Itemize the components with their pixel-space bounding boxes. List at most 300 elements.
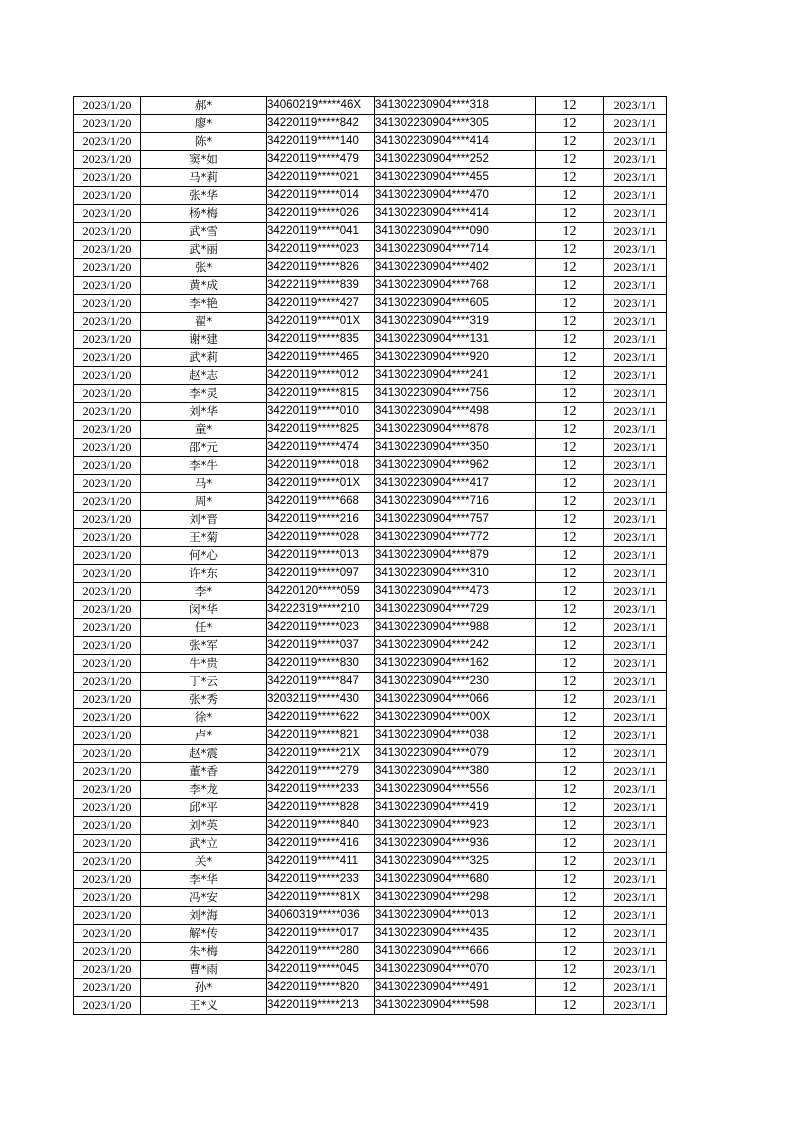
- count-cell: 12: [536, 133, 604, 151]
- account-number-cell: 341302230904****716: [375, 493, 536, 511]
- name-cell: 马*: [141, 475, 267, 493]
- id-number-cell: 34220119*****842: [267, 115, 375, 133]
- id-number-cell: 34220120*****059: [267, 583, 375, 601]
- name-cell: 赵*震: [141, 745, 267, 763]
- name-cell: 张*军: [141, 637, 267, 655]
- account-number-cell: 341302230904****988: [375, 619, 536, 637]
- name-cell: 李*灵: [141, 385, 267, 403]
- id-number-cell: 34220119*****023: [267, 619, 375, 637]
- table-row: [74, 277, 667, 295]
- table-row: [74, 547, 667, 565]
- table-row: [74, 871, 667, 889]
- issue-date-cell: 2023/1/20: [74, 205, 141, 223]
- start-date-cell: 2023/1/1: [604, 97, 667, 115]
- table-row: [74, 115, 667, 133]
- account-number-cell: 341302230904****414: [375, 133, 536, 151]
- start-date-cell: 2023/1/1: [604, 763, 667, 781]
- start-date-cell: 2023/1/1: [604, 367, 667, 385]
- table-row: [74, 817, 667, 835]
- account-number-cell: 341302230904****417: [375, 475, 536, 493]
- issue-date-cell: 2023/1/20: [74, 817, 141, 835]
- start-date-cell: 2023/1/1: [604, 853, 667, 871]
- count-cell: 12: [536, 169, 604, 187]
- start-date-cell: 2023/1/1: [604, 385, 667, 403]
- start-date-cell: 2023/1/1: [604, 637, 667, 655]
- table-row: [74, 367, 667, 385]
- account-number-cell: 341302230904****435: [375, 925, 536, 943]
- start-date-cell: 2023/1/1: [604, 151, 667, 169]
- name-cell: 郝*: [141, 97, 267, 115]
- table-row: [74, 655, 667, 673]
- id-number-cell: 34220119*****140: [267, 133, 375, 151]
- name-cell: 张*华: [141, 187, 267, 205]
- id-number-cell: 34220119*****023: [267, 241, 375, 259]
- name-cell: 廖*: [141, 115, 267, 133]
- start-date-cell: 2023/1/1: [604, 925, 667, 943]
- table-row: [74, 511, 667, 529]
- name-cell: 武*雪: [141, 223, 267, 241]
- id-number-cell: 34222119*****839: [267, 277, 375, 295]
- count-cell: 12: [536, 529, 604, 547]
- start-date-cell: 2023/1/1: [604, 997, 667, 1015]
- count-cell: 12: [536, 457, 604, 475]
- issue-date-cell: 2023/1/20: [74, 529, 141, 547]
- table-row: [74, 169, 667, 187]
- id-number-cell: 34220119*****01X: [267, 313, 375, 331]
- table-row: [74, 727, 667, 745]
- id-number-cell: 34220119*****411: [267, 853, 375, 871]
- id-number-cell: 34220119*****622: [267, 709, 375, 727]
- table-row: [74, 889, 667, 907]
- start-date-cell: 2023/1/1: [604, 673, 667, 691]
- table-row: [74, 979, 667, 997]
- id-number-cell: 34060319*****036: [267, 907, 375, 925]
- count-cell: 12: [536, 817, 604, 835]
- account-number-cell: 341302230904****923: [375, 817, 536, 835]
- id-number-cell: 34220119*****097: [267, 565, 375, 583]
- start-date-cell: 2023/1/1: [604, 421, 667, 439]
- account-number-cell: 341302230904****936: [375, 835, 536, 853]
- id-number-cell: 34220119*****825: [267, 421, 375, 439]
- name-cell: 李*牛: [141, 457, 267, 475]
- start-date-cell: 2023/1/1: [604, 547, 667, 565]
- count-cell: 12: [536, 637, 604, 655]
- account-number-cell: 341302230904****455: [375, 169, 536, 187]
- account-number-cell: 341302230904****402: [375, 259, 536, 277]
- account-number-cell: 341302230904****070: [375, 961, 536, 979]
- issue-date-cell: 2023/1/20: [74, 403, 141, 421]
- table-row: [74, 475, 667, 493]
- issue-date-cell: 2023/1/20: [74, 439, 141, 457]
- start-date-cell: 2023/1/1: [604, 817, 667, 835]
- issue-date-cell: 2023/1/20: [74, 385, 141, 403]
- table-row: [74, 691, 667, 709]
- table-row: [74, 799, 667, 817]
- name-cell: 武*立: [141, 835, 267, 853]
- count-cell: 12: [536, 781, 604, 799]
- account-number-cell: 341302230904****666: [375, 943, 536, 961]
- count-cell: 12: [536, 925, 604, 943]
- count-cell: 12: [536, 727, 604, 745]
- issue-date-cell: 2023/1/20: [74, 925, 141, 943]
- name-cell: 闵*华: [141, 601, 267, 619]
- name-cell: 李*华: [141, 871, 267, 889]
- account-number-cell: 341302230904****00X: [375, 709, 536, 727]
- start-date-cell: 2023/1/1: [604, 907, 667, 925]
- count-cell: 12: [536, 115, 604, 133]
- issue-date-cell: 2023/1/20: [74, 709, 141, 727]
- start-date-cell: 2023/1/1: [604, 439, 667, 457]
- count-cell: 12: [536, 349, 604, 367]
- issue-date-cell: 2023/1/20: [74, 565, 141, 583]
- table-row: [74, 961, 667, 979]
- table-row: [74, 385, 667, 403]
- count-cell: 12: [536, 871, 604, 889]
- table-row: [74, 205, 667, 223]
- table-row: [74, 637, 667, 655]
- start-date-cell: 2023/1/1: [604, 115, 667, 133]
- table-row: [74, 439, 667, 457]
- issue-date-cell: 2023/1/20: [74, 277, 141, 295]
- table-row: [74, 349, 667, 367]
- name-cell: 徐*: [141, 709, 267, 727]
- issue-date-cell: 2023/1/20: [74, 241, 141, 259]
- name-cell: 刘*英: [141, 817, 267, 835]
- id-number-cell: 34220119*****01X: [267, 475, 375, 493]
- name-cell: 冯*安: [141, 889, 267, 907]
- issue-date-cell: 2023/1/20: [74, 871, 141, 889]
- start-date-cell: 2023/1/1: [604, 349, 667, 367]
- issue-date-cell: 2023/1/20: [74, 331, 141, 349]
- issue-date-cell: 2023/1/20: [74, 799, 141, 817]
- name-cell: 马*莉: [141, 169, 267, 187]
- id-number-cell: 34220119*****427: [267, 295, 375, 313]
- issue-date-cell: 2023/1/20: [74, 547, 141, 565]
- id-number-cell: 34220119*****010: [267, 403, 375, 421]
- account-number-cell: 341302230904****556: [375, 781, 536, 799]
- account-number-cell: 341302230904****242: [375, 637, 536, 655]
- account-number-cell: 341302230904****090: [375, 223, 536, 241]
- count-cell: 12: [536, 475, 604, 493]
- id-number-cell: 34220119*****21X: [267, 745, 375, 763]
- count-cell: 12: [536, 799, 604, 817]
- account-number-cell: 341302230904****066: [375, 691, 536, 709]
- count-cell: 12: [536, 583, 604, 601]
- id-number-cell: 34220119*****045: [267, 961, 375, 979]
- name-cell: 何*心: [141, 547, 267, 565]
- issue-date-cell: 2023/1/20: [74, 583, 141, 601]
- table-row: [74, 295, 667, 313]
- account-number-cell: 341302230904****419: [375, 799, 536, 817]
- start-date-cell: 2023/1/1: [604, 889, 667, 907]
- name-cell: 翟*: [141, 313, 267, 331]
- id-number-cell: 34220119*****826: [267, 259, 375, 277]
- issue-date-cell: 2023/1/20: [74, 511, 141, 529]
- count-cell: 12: [536, 961, 604, 979]
- count-cell: 12: [536, 241, 604, 259]
- issue-date-cell: 2023/1/20: [74, 115, 141, 133]
- start-date-cell: 2023/1/1: [604, 979, 667, 997]
- account-number-cell: 341302230904****470: [375, 187, 536, 205]
- account-number-cell: 341302230904****252: [375, 151, 536, 169]
- name-cell: 武*莉: [141, 349, 267, 367]
- account-number-cell: 341302230904****241: [375, 367, 536, 385]
- account-number-cell: 341302230904****380: [375, 763, 536, 781]
- count-cell: 12: [536, 493, 604, 511]
- count-cell: 12: [536, 367, 604, 385]
- table-row: [74, 997, 667, 1015]
- issue-date-cell: 2023/1/20: [74, 295, 141, 313]
- account-number-cell: 341302230904****768: [375, 277, 536, 295]
- name-cell: 董*香: [141, 763, 267, 781]
- account-number-cell: 341302230904****772: [375, 529, 536, 547]
- table-row: [74, 745, 667, 763]
- table-row: [74, 133, 667, 151]
- start-date-cell: 2023/1/1: [604, 601, 667, 619]
- start-date-cell: 2023/1/1: [604, 961, 667, 979]
- start-date-cell: 2023/1/1: [604, 403, 667, 421]
- count-cell: 12: [536, 853, 604, 871]
- start-date-cell: 2023/1/1: [604, 691, 667, 709]
- name-cell: 李*龙: [141, 781, 267, 799]
- start-date-cell: 2023/1/1: [604, 511, 667, 529]
- id-number-cell: 34220119*****830: [267, 655, 375, 673]
- name-cell: 李*艳: [141, 295, 267, 313]
- id-number-cell: 34220119*****021: [267, 169, 375, 187]
- count-cell: 12: [536, 745, 604, 763]
- count-cell: 12: [536, 691, 604, 709]
- count-cell: 12: [536, 943, 604, 961]
- table-row: [74, 241, 667, 259]
- name-cell: 丁*云: [141, 673, 267, 691]
- account-number-cell: 341302230904****414: [375, 205, 536, 223]
- start-date-cell: 2023/1/1: [604, 565, 667, 583]
- name-cell: 李*: [141, 583, 267, 601]
- start-date-cell: 2023/1/1: [604, 529, 667, 547]
- table-row: [74, 781, 667, 799]
- issue-date-cell: 2023/1/20: [74, 223, 141, 241]
- table-row: [74, 259, 667, 277]
- id-number-cell: 34220119*****821: [267, 727, 375, 745]
- issue-date-cell: 2023/1/20: [74, 763, 141, 781]
- issue-date-cell: 2023/1/20: [74, 997, 141, 1015]
- count-cell: 12: [536, 421, 604, 439]
- name-cell: 陈*: [141, 133, 267, 151]
- issue-date-cell: 2023/1/20: [74, 781, 141, 799]
- table-row: [74, 493, 667, 511]
- start-date-cell: 2023/1/1: [604, 331, 667, 349]
- issue-date-cell: 2023/1/20: [74, 979, 141, 997]
- table-row: [74, 763, 667, 781]
- account-number-cell: 341302230904****162: [375, 655, 536, 673]
- start-date-cell: 2023/1/1: [604, 619, 667, 637]
- table-row: [74, 943, 667, 961]
- start-date-cell: 2023/1/1: [604, 259, 667, 277]
- account-number-cell: 341302230904****038: [375, 727, 536, 745]
- name-cell: 任*: [141, 619, 267, 637]
- id-number-cell: 34220119*****012: [267, 367, 375, 385]
- name-cell: 朱*梅: [141, 943, 267, 961]
- count-cell: 12: [536, 763, 604, 781]
- account-number-cell: 341302230904****319: [375, 313, 536, 331]
- table-row: [74, 457, 667, 475]
- name-cell: 刘*晋: [141, 511, 267, 529]
- start-date-cell: 2023/1/1: [604, 313, 667, 331]
- start-date-cell: 2023/1/1: [604, 745, 667, 763]
- id-number-cell: 34220119*****280: [267, 943, 375, 961]
- count-cell: 12: [536, 565, 604, 583]
- count-cell: 12: [536, 277, 604, 295]
- account-number-cell: 341302230904****498: [375, 403, 536, 421]
- table-row: [74, 223, 667, 241]
- count-cell: 12: [536, 619, 604, 637]
- count-cell: 12: [536, 187, 604, 205]
- id-number-cell: 34220119*****018: [267, 457, 375, 475]
- name-cell: 卢*: [141, 727, 267, 745]
- name-cell: 许*东: [141, 565, 267, 583]
- account-number-cell: 341302230904****878: [375, 421, 536, 439]
- table-row: [74, 673, 667, 691]
- issue-date-cell: 2023/1/20: [74, 961, 141, 979]
- count-cell: 12: [536, 511, 604, 529]
- name-cell: 黄*成: [141, 277, 267, 295]
- id-number-cell: 34220119*****815: [267, 385, 375, 403]
- start-date-cell: 2023/1/1: [604, 655, 667, 673]
- table-row: [74, 187, 667, 205]
- name-cell: 关*: [141, 853, 267, 871]
- name-cell: 谢*建: [141, 331, 267, 349]
- issue-date-cell: 2023/1/20: [74, 169, 141, 187]
- id-number-cell: 34060219*****46X: [267, 97, 375, 115]
- issue-date-cell: 2023/1/20: [74, 421, 141, 439]
- account-number-cell: 341302230904****756: [375, 385, 536, 403]
- count-cell: 12: [536, 151, 604, 169]
- id-number-cell: 34220119*****416: [267, 835, 375, 853]
- id-number-cell: 34220119*****828: [267, 799, 375, 817]
- id-number-cell: 34220119*****216: [267, 511, 375, 529]
- count-cell: 12: [536, 997, 604, 1015]
- name-cell: 曹*雨: [141, 961, 267, 979]
- issue-date-cell: 2023/1/20: [74, 493, 141, 511]
- issue-date-cell: 2023/1/20: [74, 943, 141, 961]
- account-number-cell: 341302230904****879: [375, 547, 536, 565]
- account-number-cell: 341302230904****962: [375, 457, 536, 475]
- issue-date-cell: 2023/1/20: [74, 727, 141, 745]
- account-number-cell: 341302230904****605: [375, 295, 536, 313]
- table-row: [74, 421, 667, 439]
- account-number-cell: 341302230904****473: [375, 583, 536, 601]
- issue-date-cell: 2023/1/20: [74, 907, 141, 925]
- issue-date-cell: 2023/1/20: [74, 673, 141, 691]
- start-date-cell: 2023/1/1: [604, 871, 667, 889]
- table-row: [74, 925, 667, 943]
- account-number-cell: 341302230904****729: [375, 601, 536, 619]
- issue-date-cell: 2023/1/20: [74, 691, 141, 709]
- name-cell: 张*秀: [141, 691, 267, 709]
- issue-date-cell: 2023/1/20: [74, 187, 141, 205]
- start-date-cell: 2023/1/1: [604, 295, 667, 313]
- name-cell: 杨*梅: [141, 205, 267, 223]
- count-cell: 12: [536, 889, 604, 907]
- name-cell: 周*: [141, 493, 267, 511]
- count-cell: 12: [536, 439, 604, 457]
- account-number-cell: 341302230904****131: [375, 331, 536, 349]
- id-number-cell: 34220119*****213: [267, 997, 375, 1015]
- id-number-cell: 34220119*****013: [267, 547, 375, 565]
- count-cell: 12: [536, 331, 604, 349]
- count-cell: 12: [536, 385, 604, 403]
- name-cell: 牛*贵: [141, 655, 267, 673]
- count-cell: 12: [536, 709, 604, 727]
- start-date-cell: 2023/1/1: [604, 187, 667, 205]
- count-cell: 12: [536, 547, 604, 565]
- start-date-cell: 2023/1/1: [604, 727, 667, 745]
- account-number-cell: 341302230904****298: [375, 889, 536, 907]
- id-number-cell: 34220119*****014: [267, 187, 375, 205]
- name-cell: 赵*志: [141, 367, 267, 385]
- account-number-cell: 341302230904****350: [375, 439, 536, 457]
- id-number-cell: 34220119*****479: [267, 151, 375, 169]
- id-number-cell: 34220119*****81X: [267, 889, 375, 907]
- name-cell: 邵*元: [141, 439, 267, 457]
- id-number-cell: 34220119*****028: [267, 529, 375, 547]
- id-number-cell: 34220119*****041: [267, 223, 375, 241]
- start-date-cell: 2023/1/1: [604, 169, 667, 187]
- id-number-cell: 34220119*****840: [267, 817, 375, 835]
- id-number-cell: 34220119*****465: [267, 349, 375, 367]
- name-cell: 窦*如: [141, 151, 267, 169]
- table-row: [74, 601, 667, 619]
- account-number-cell: 341302230904****491: [375, 979, 536, 997]
- count-cell: 12: [536, 223, 604, 241]
- id-number-cell: 34222319*****210: [267, 601, 375, 619]
- name-cell: 张*: [141, 259, 267, 277]
- issue-date-cell: 2023/1/20: [74, 367, 141, 385]
- table-row: [74, 583, 667, 601]
- count-cell: 12: [536, 259, 604, 277]
- issue-date-cell: 2023/1/20: [74, 97, 141, 115]
- issue-date-cell: 2023/1/20: [74, 637, 141, 655]
- issue-date-cell: 2023/1/20: [74, 349, 141, 367]
- name-cell: 刘*海: [141, 907, 267, 925]
- issue-date-cell: 2023/1/20: [74, 151, 141, 169]
- count-cell: 12: [536, 655, 604, 673]
- account-number-cell: 341302230904****013: [375, 907, 536, 925]
- count-cell: 12: [536, 295, 604, 313]
- account-number-cell: 341302230904****305: [375, 115, 536, 133]
- count-cell: 12: [536, 907, 604, 925]
- account-number-cell: 341302230904****680: [375, 871, 536, 889]
- table-row: [74, 529, 667, 547]
- table-row: [74, 853, 667, 871]
- count-cell: 12: [536, 601, 604, 619]
- account-number-cell: 341302230904****310: [375, 565, 536, 583]
- records-table: [73, 96, 667, 1015]
- table-row: [74, 97, 667, 115]
- name-cell: 王*菊: [141, 529, 267, 547]
- name-cell: 武*丽: [141, 241, 267, 259]
- issue-date-cell: 2023/1/20: [74, 655, 141, 673]
- issue-date-cell: 2023/1/20: [74, 835, 141, 853]
- start-date-cell: 2023/1/1: [604, 943, 667, 961]
- id-number-cell: 34220119*****835: [267, 331, 375, 349]
- issue-date-cell: 2023/1/20: [74, 601, 141, 619]
- issue-date-cell: 2023/1/20: [74, 889, 141, 907]
- account-number-cell: 341302230904****757: [375, 511, 536, 529]
- table-row: [74, 331, 667, 349]
- name-cell: 邱*平: [141, 799, 267, 817]
- table-row: [74, 709, 667, 727]
